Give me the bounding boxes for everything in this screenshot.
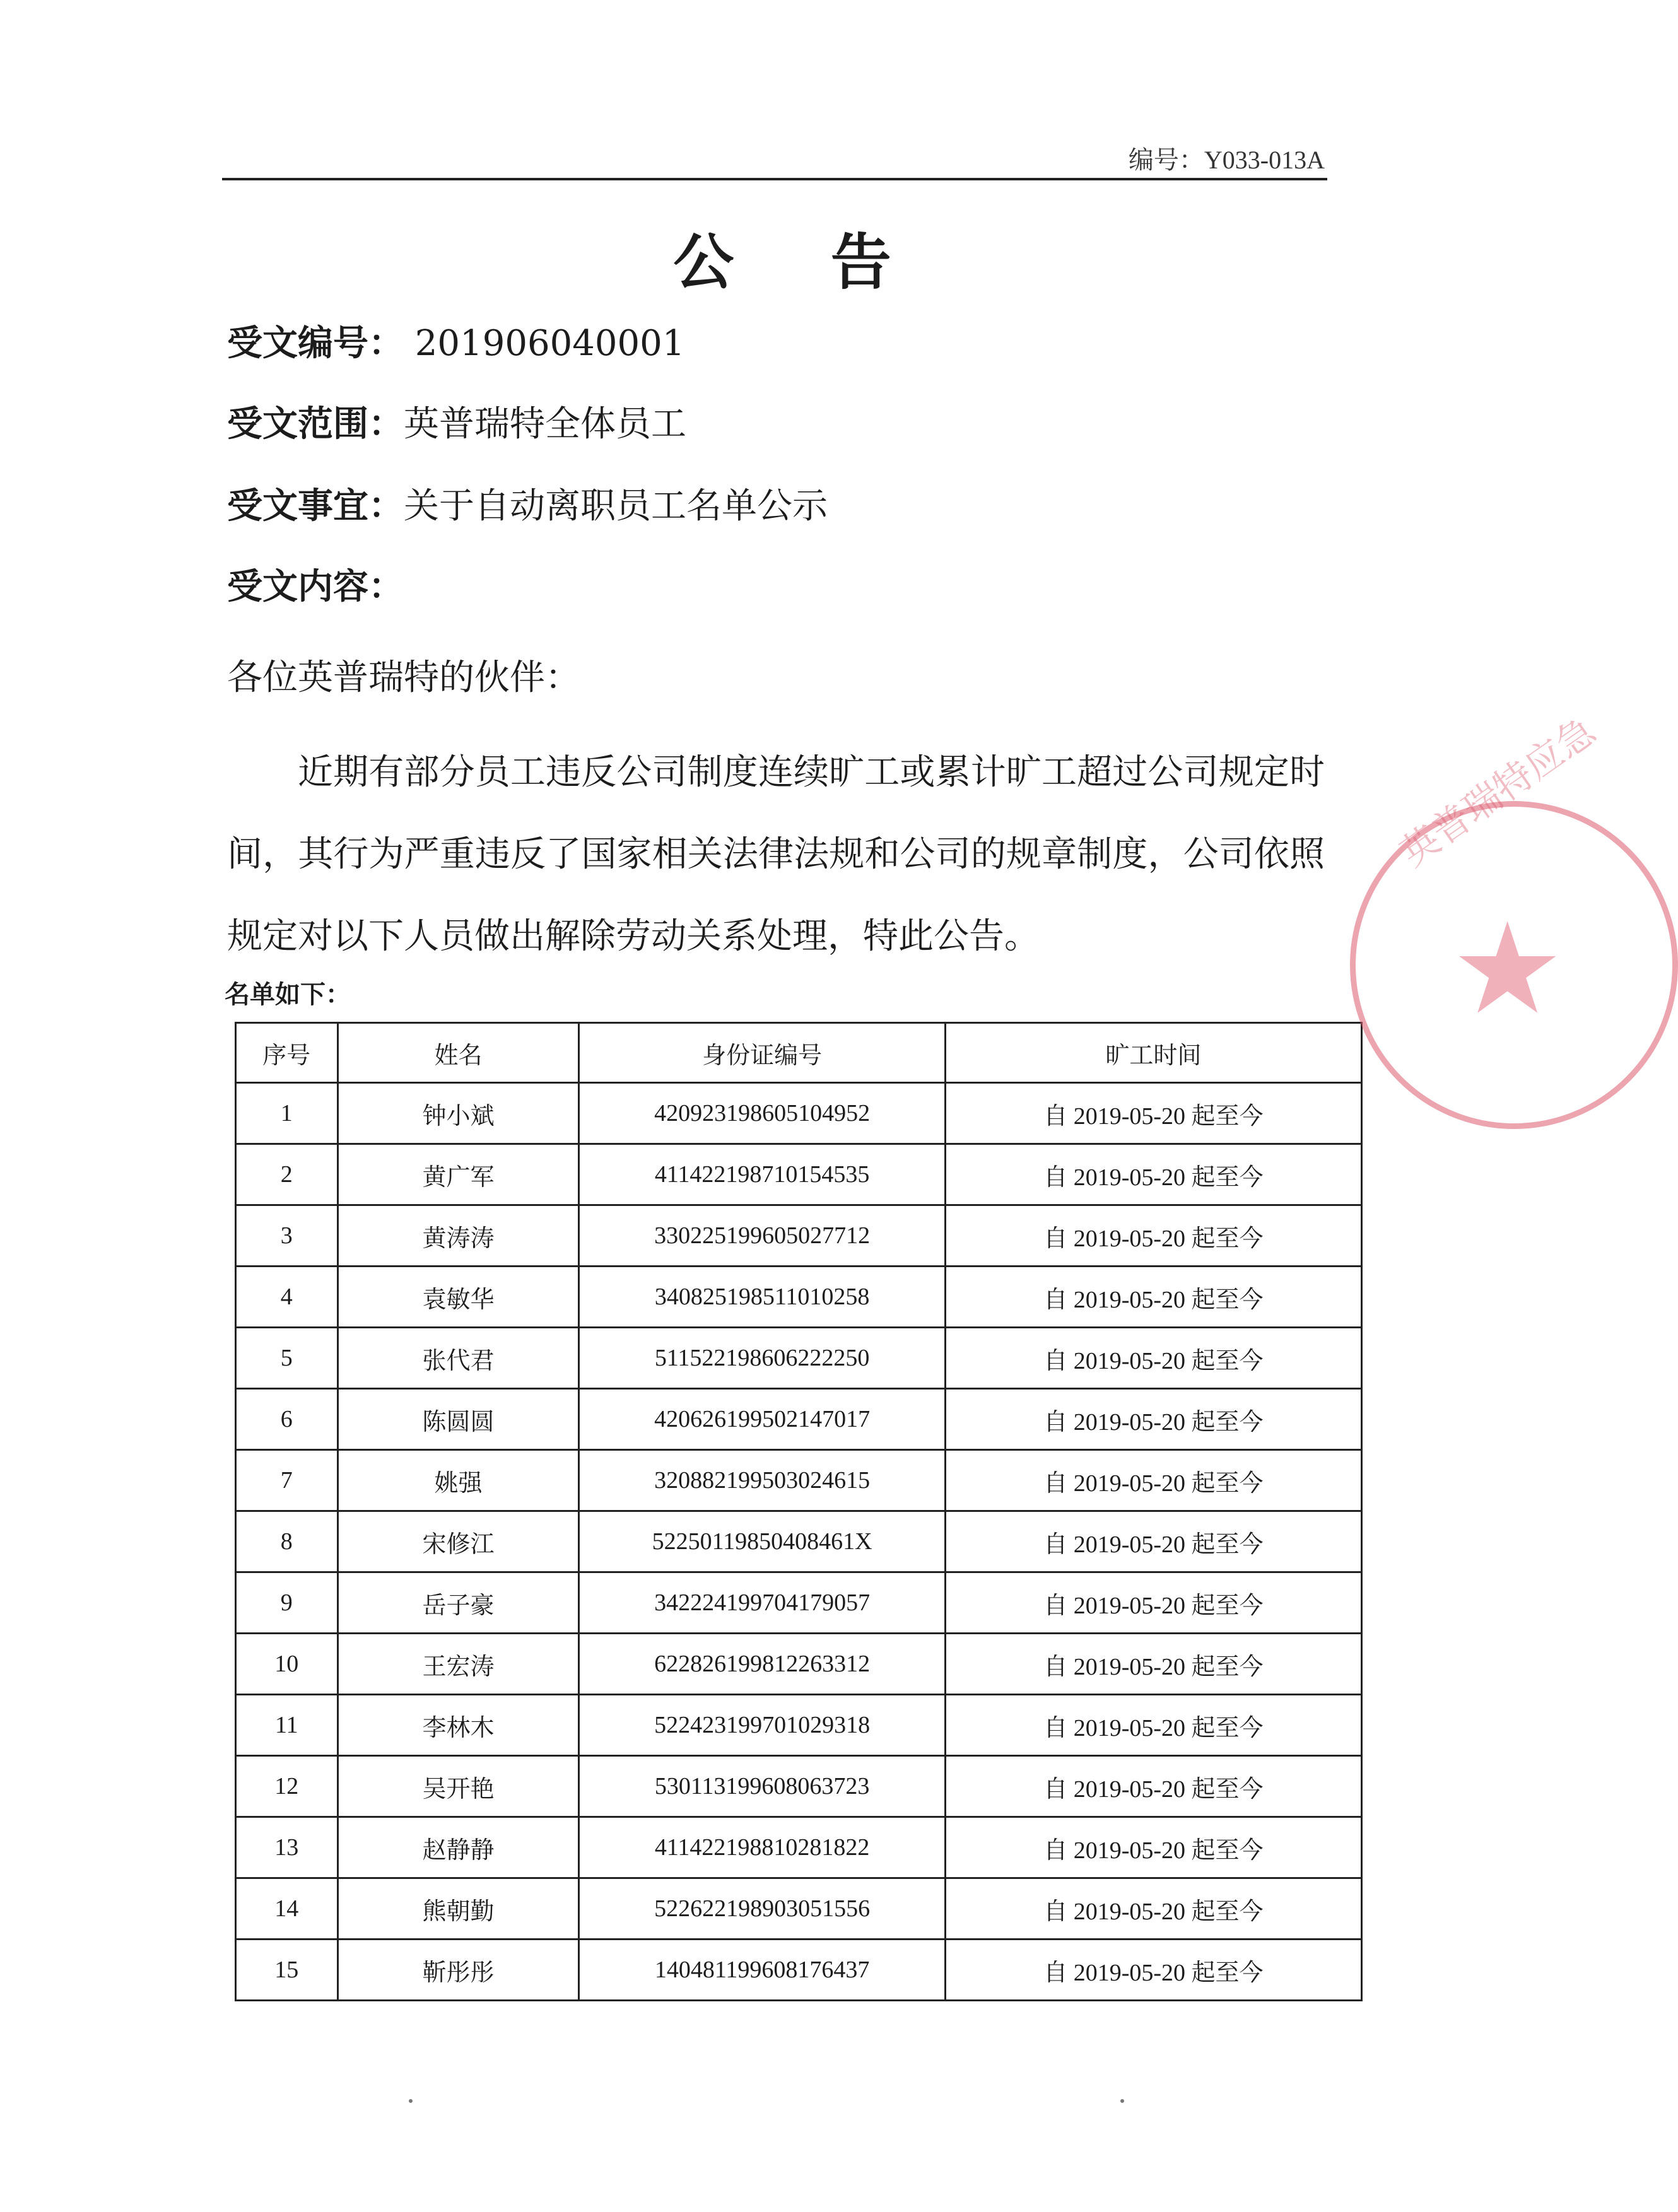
- table-row: [236, 1389, 1362, 1450]
- table-row: [236, 1695, 1362, 1756]
- field-scope: [227, 402, 686, 447]
- cell-name: 张代君: [337, 1328, 579, 1389]
- seal-text: 英普瑞特应急: [1392, 709, 1604, 875]
- cell-id-number: 420923198605104952: [579, 1083, 945, 1144]
- table-row: [236, 1267, 1362, 1328]
- page-title: 公 告: [673, 227, 929, 298]
- cell-serial: 3: [236, 1205, 338, 1267]
- cell-serial: 15: [236, 1940, 338, 2001]
- header-divider: [222, 178, 1327, 180]
- scan-speck: [409, 2099, 413, 2103]
- cell-serial: 2: [236, 1144, 338, 1205]
- cell-serial: 8: [236, 1511, 338, 1572]
- header-name: 姓名: [337, 1023, 579, 1083]
- table-row: [236, 1205, 1362, 1267]
- table-row: [236, 1511, 1362, 1572]
- cell-absence-time: 自 2019-05-20 起至今: [945, 1144, 1361, 1205]
- cell-absence-time: 自 2019-05-20 起至今: [945, 1940, 1361, 2001]
- body-paragraph: 近期有部分员工违反公司制度连续旷工或累计旷工超过公司规定时间，其行为严重违反了国家相关法律法规和公司的规章制度，公司依照规定对以下人员做出解除劳动关系处理，特此公告。: [227, 752, 1325, 957]
- field-value: 英普瑞特全体员工: [404, 404, 686, 445]
- table-row: [236, 1756, 1362, 1817]
- cell-serial: 4: [236, 1267, 338, 1328]
- cell-id-number: 411422198710154535: [579, 1144, 945, 1205]
- header-absence-time: 旷工时间: [945, 1023, 1361, 1083]
- cell-id-number: 140481199608176437: [579, 1940, 945, 2001]
- cell-id-number: 530113199608063723: [579, 1756, 945, 1817]
- cell-serial: 11: [236, 1695, 338, 1756]
- cell-serial: 13: [236, 1817, 338, 1878]
- cell-name: 王宏涛: [337, 1634, 579, 1695]
- cell-name: 赵静静: [337, 1817, 579, 1878]
- cell-name: 黄广军: [337, 1144, 579, 1205]
- cell-serial: 10: [236, 1634, 338, 1695]
- cell-serial: 9: [236, 1572, 338, 1634]
- cell-id-number: 320882199503024615: [579, 1450, 945, 1511]
- cell-absence-time: 自 2019-05-20 起至今: [945, 1634, 1361, 1695]
- field-label: 受文内容：: [227, 566, 404, 607]
- cell-id-number: 522423199701029318: [579, 1695, 945, 1756]
- cell-name: 熊朝勤: [337, 1878, 579, 1940]
- cell-name: 袁敏华: [337, 1267, 579, 1328]
- star-icon: ★: [1451, 896, 1564, 1043]
- cell-serial: 6: [236, 1389, 338, 1450]
- cell-absence-time: 自 2019-05-20 起至今: [945, 1878, 1361, 1940]
- cell-name: 陈圆圆: [337, 1389, 579, 1450]
- cell-id-number: 340825198511010258: [579, 1267, 945, 1328]
- cell-absence-time: 自 2019-05-20 起至今: [945, 1756, 1361, 1817]
- field-doc-number: [227, 322, 684, 366]
- cell-absence-time: 自 2019-05-20 起至今: [945, 1328, 1361, 1389]
- cell-name: 黄涛涛: [337, 1205, 579, 1267]
- cell-absence-time: 自 2019-05-20 起至今: [945, 1083, 1361, 1144]
- table-row: [236, 1817, 1362, 1878]
- cell-id-number: 511522198606222250: [579, 1328, 945, 1389]
- table-row: [236, 1572, 1362, 1634]
- table-row: [236, 1878, 1362, 1940]
- cell-absence-time: 自 2019-05-20 起至今: [945, 1511, 1361, 1572]
- greeting: 各位英普瑞特的伙伴：: [227, 657, 580, 698]
- cell-absence-time: 自 2019-05-20 起至今: [945, 1817, 1361, 1878]
- header-id-number: 身份证编号: [579, 1023, 945, 1083]
- cell-id-number: 420626199502147017: [579, 1389, 945, 1450]
- cell-absence-time: 自 2019-05-20 起至今: [945, 1205, 1361, 1267]
- table-row: [236, 1144, 1362, 1205]
- cell-absence-time: 自 2019-05-20 起至今: [945, 1695, 1361, 1756]
- cell-name: 靳彤彤: [337, 1940, 579, 2001]
- scan-speck: [1120, 2099, 1124, 2103]
- cell-absence-time: 自 2019-05-20 起至今: [945, 1450, 1361, 1511]
- cell-name: 岳子豪: [337, 1572, 579, 1634]
- table-row: [236, 1083, 1362, 1144]
- document-code: 编号：Y033-013A: [1128, 146, 1325, 174]
- table-row: [236, 1328, 1362, 1389]
- cell-id-number: 411422198810281822: [579, 1817, 945, 1878]
- cell-name: 宋修江: [337, 1511, 579, 1572]
- cell-serial: 1: [236, 1083, 338, 1144]
- cell-id-number: 52250119850408461X: [579, 1511, 945, 1572]
- cell-id-number: 522622198903051556: [579, 1878, 945, 1940]
- field-label: 受文编号：: [227, 323, 404, 364]
- cell-serial: 7: [236, 1450, 338, 1511]
- cell-serial: 12: [236, 1756, 338, 1817]
- cell-id-number: 622826199812263312: [579, 1634, 945, 1695]
- cell-serial: 5: [236, 1328, 338, 1389]
- cell-name: 李林木: [337, 1695, 579, 1756]
- list-title: 名单如下：: [225, 980, 351, 1009]
- employee-table: [235, 1022, 1363, 2001]
- cell-id-number: 342224199704179057: [579, 1572, 945, 1634]
- field-label: 受文范围：: [227, 404, 404, 445]
- cell-name: 钟小斌: [337, 1083, 579, 1144]
- cell-name: 吴开艳: [337, 1756, 579, 1817]
- field-value: 201906040001: [404, 323, 685, 364]
- cell-absence-time: 自 2019-05-20 起至今: [945, 1267, 1361, 1328]
- cell-id-number: 330225199605027712: [579, 1205, 945, 1267]
- cell-absence-time: 自 2019-05-20 起至今: [945, 1572, 1361, 1634]
- header-serial: 序号: [236, 1023, 338, 1083]
- field-subject: [227, 484, 828, 529]
- cell-serial: 14: [236, 1878, 338, 1940]
- field-value: 关于自动离职员工名单公示: [404, 486, 828, 527]
- field-label: 受文事宜：: [227, 486, 404, 527]
- cell-absence-time: 自 2019-05-20 起至今: [945, 1389, 1361, 1450]
- table-row: [236, 1940, 1362, 2001]
- cell-name: 姚强: [337, 1450, 579, 1511]
- table-row: [236, 1450, 1362, 1511]
- table-header-row: [236, 1023, 1362, 1083]
- table-row: [236, 1634, 1362, 1695]
- field-content: [227, 565, 404, 609]
